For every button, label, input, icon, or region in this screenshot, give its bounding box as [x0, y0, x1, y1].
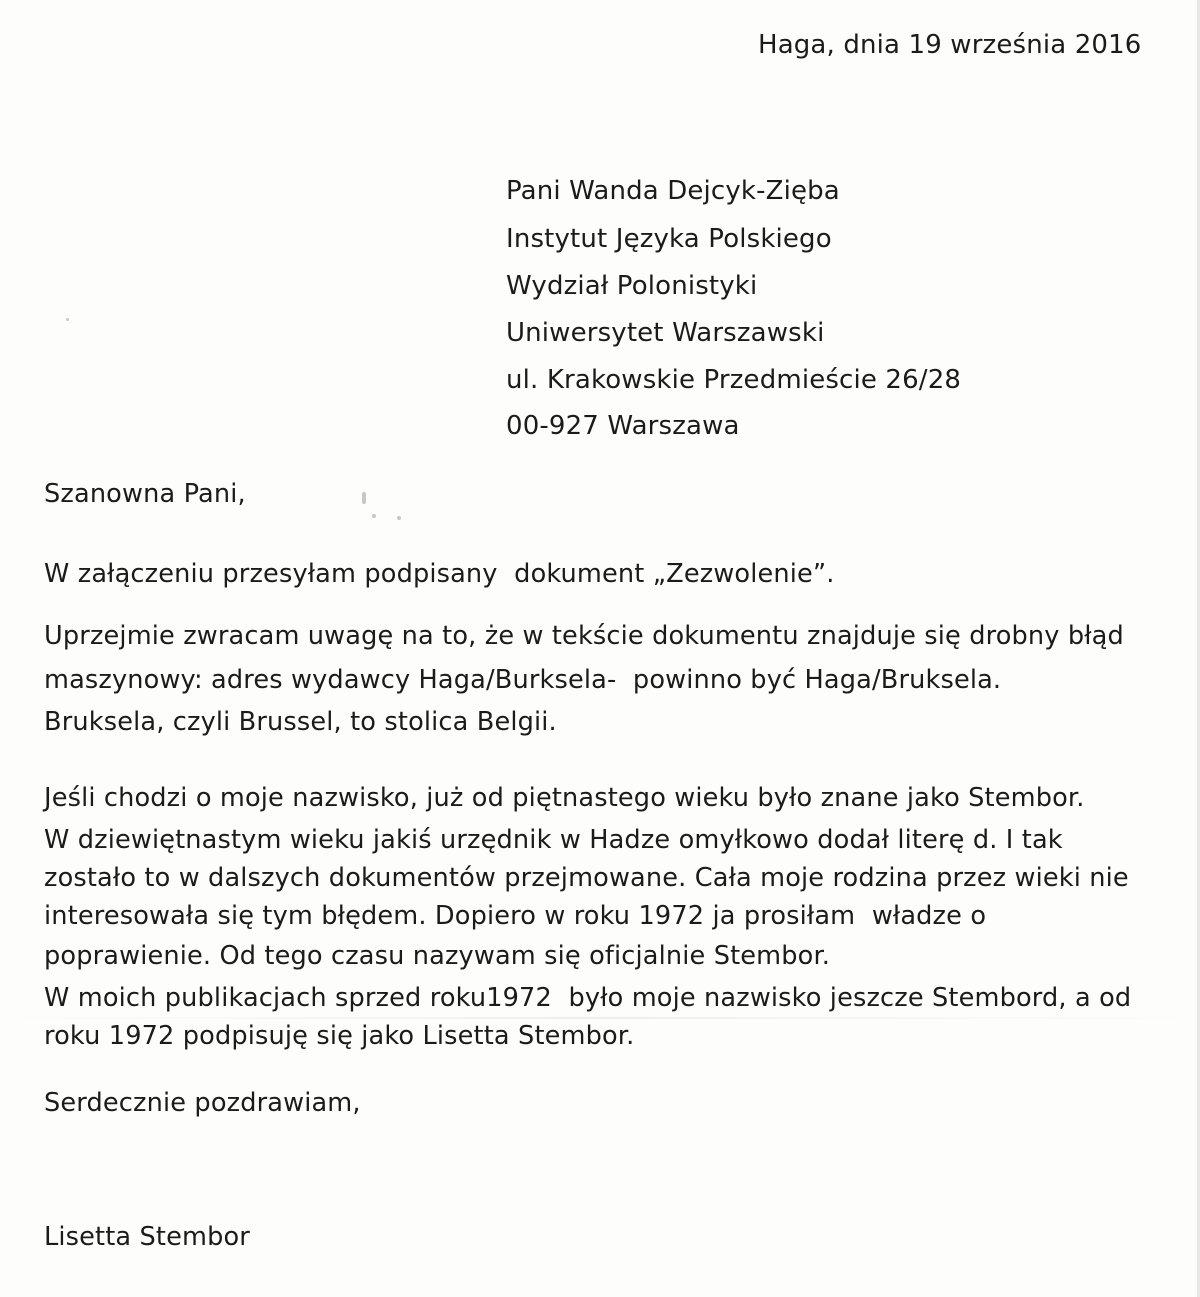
- paragraph-3-line: roku 1972 podpisuję się jako Lisetta Stembor.: [44, 1021, 635, 1051]
- paragraph-2-line: Uprzejmie zwracam uwagę na to, że w tekście dokumentu znajduje się drobny błąd: [44, 621, 1124, 651]
- paragraph-3-line: W dziewiętnastym wieku jakiś urzędnik w Hadze omyłkowo dodał literę d. I tak: [44, 825, 1063, 855]
- paragraph-3-line: W moich publikacjach sprzed roku1972 było moje nazwisko jeszcze Stembord, a od: [44, 983, 1132, 1013]
- paragraph-3-line: poprawienie. Od tego czasu nazywam się oficjalnie Stembor.: [44, 941, 831, 971]
- recipient-institute: Instytut Języka Polskiego: [506, 224, 832, 254]
- paragraph-3-line: interesowała się tym błędem. Dopiero w roku 1972 ja prosiłam władze o: [44, 901, 987, 931]
- recipient-faculty: Wydział Polonistyki: [506, 271, 758, 301]
- scan-speck: [372, 514, 376, 518]
- paragraph-1-line: W załączeniu przesyłam podpisany dokument „Zezwolenie”.: [44, 559, 835, 589]
- closing: Serdecznie pozdrawiam,: [44, 1088, 361, 1118]
- signature-name: Lisetta Stembor: [44, 1222, 250, 1252]
- scan-speck: [66, 318, 69, 321]
- paragraph-3-line: Jeśli chodzi o moje nazwisko, już od piętnastego wieku było znane jako Stembor.: [44, 783, 1085, 813]
- recipient-university: Uniwersytet Warszawski: [506, 318, 825, 348]
- paragraph-2-line: maszynowy: adres wydawcy Haga/Burksela- powinno być Haga/Bruksela.: [44, 665, 1002, 695]
- paper-fold-line: [0, 1017, 1200, 1019]
- paragraph-3-line: zostało to w dalszych dokumentów przejmowane. Cała moje rodzina przez wieki nie: [44, 863, 1129, 893]
- scan-speck: [397, 516, 401, 520]
- scan-speck: [362, 492, 366, 504]
- paragraph-2-line: Bruksela, czyli Brussel, to stolica Belgii.: [44, 707, 557, 737]
- recipient-city: 00-927 Warszawa: [506, 411, 740, 441]
- recipient-name: Pani Wanda Dejcyk-Zięba: [506, 176, 840, 206]
- letter-date: Haga, dnia 19 września 2016: [758, 30, 1142, 60]
- salutation: Szanowna Pani,: [44, 479, 246, 509]
- recipient-street: ul. Krakowskie Przedmieście 26/28: [506, 365, 962, 395]
